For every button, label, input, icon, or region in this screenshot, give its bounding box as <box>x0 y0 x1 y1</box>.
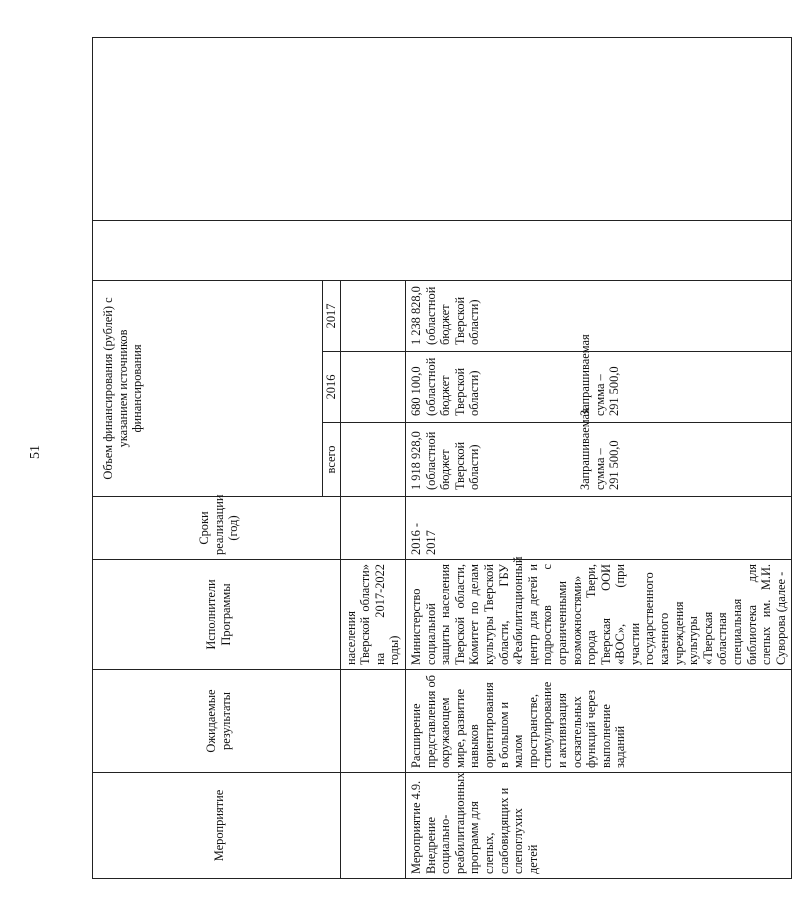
continuation-results <box>340 670 405 773</box>
continuation-terms <box>340 497 405 560</box>
rotated-page-content <box>92 38 788 879</box>
header-event: Мероприятие <box>93 773 341 879</box>
continuation-2016 <box>340 352 405 423</box>
header-financing: Объем финансирования (рублей) с указанием источников финансирования <box>93 280 323 496</box>
continuation-event <box>340 773 405 879</box>
total-funding-amount: 1 918 928,0 (областной бюджет Тверской области) <box>408 431 482 490</box>
header-year-2016: 2016 <box>323 352 341 423</box>
header-year-2017: 2017 <box>323 280 341 351</box>
activity-event: Мероприятие 4.9. Внедрение социально-реабилитационных программ для слепых, слабовидящих и слепоглухих детей <box>405 773 791 879</box>
activity-terms: 2016 - 2017 <box>405 497 791 560</box>
header-executors: Исполнители Программы <box>93 560 341 670</box>
empty-cell <box>93 37 792 220</box>
activity-total <box>405 408 791 497</box>
header-total: всего <box>323 423 341 497</box>
empty-cell <box>93 220 792 280</box>
activity-2016 <box>405 334 791 423</box>
activity-results: Расширение представления об окружающем мире, развитие навыков ориентирования в большом и малом пространстве, стимулирование и активизация осязательных функций через выполнение заданий <box>405 670 791 773</box>
header-terms: Сроки реализации (год) <box>93 497 341 560</box>
activity-executors: Министерство социальной защиты населения Тверской области, Комитет по делам культуры Тверской области, ГБУ «Реабилитационный центр для детей и подростков с ограниченными возможностями» города Твери, Тверская ООИ «ВОС», (при участии государственного казенного учреждения культуры «Тверская областная специальная библиотека для слепых им. М.И. Суворова (далее - <box>405 560 791 670</box>
continuation-2017 <box>340 280 405 351</box>
page-number: 51 <box>28 445 43 459</box>
header-results: Ожидаемые результаты <box>93 670 341 773</box>
program-activities-table <box>92 37 792 879</box>
funding-2016-amount: 680 100,0 (областной бюджет Тверской области) <box>408 357 482 416</box>
activity-2017: 1 238 828,0 (областной бюджет Тверской области) <box>405 280 791 351</box>
continuation-total <box>340 423 405 497</box>
continuation-executors: населения Тверской области» на 2017-2022 годы) <box>340 560 405 670</box>
total-requested-amount: Запрашиваемая сумма – 291 500,0 <box>577 408 622 490</box>
requested-2016-amount: Запрашиваемая сумма – 291 500,0 <box>577 334 622 416</box>
header-row <box>93 37 323 878</box>
